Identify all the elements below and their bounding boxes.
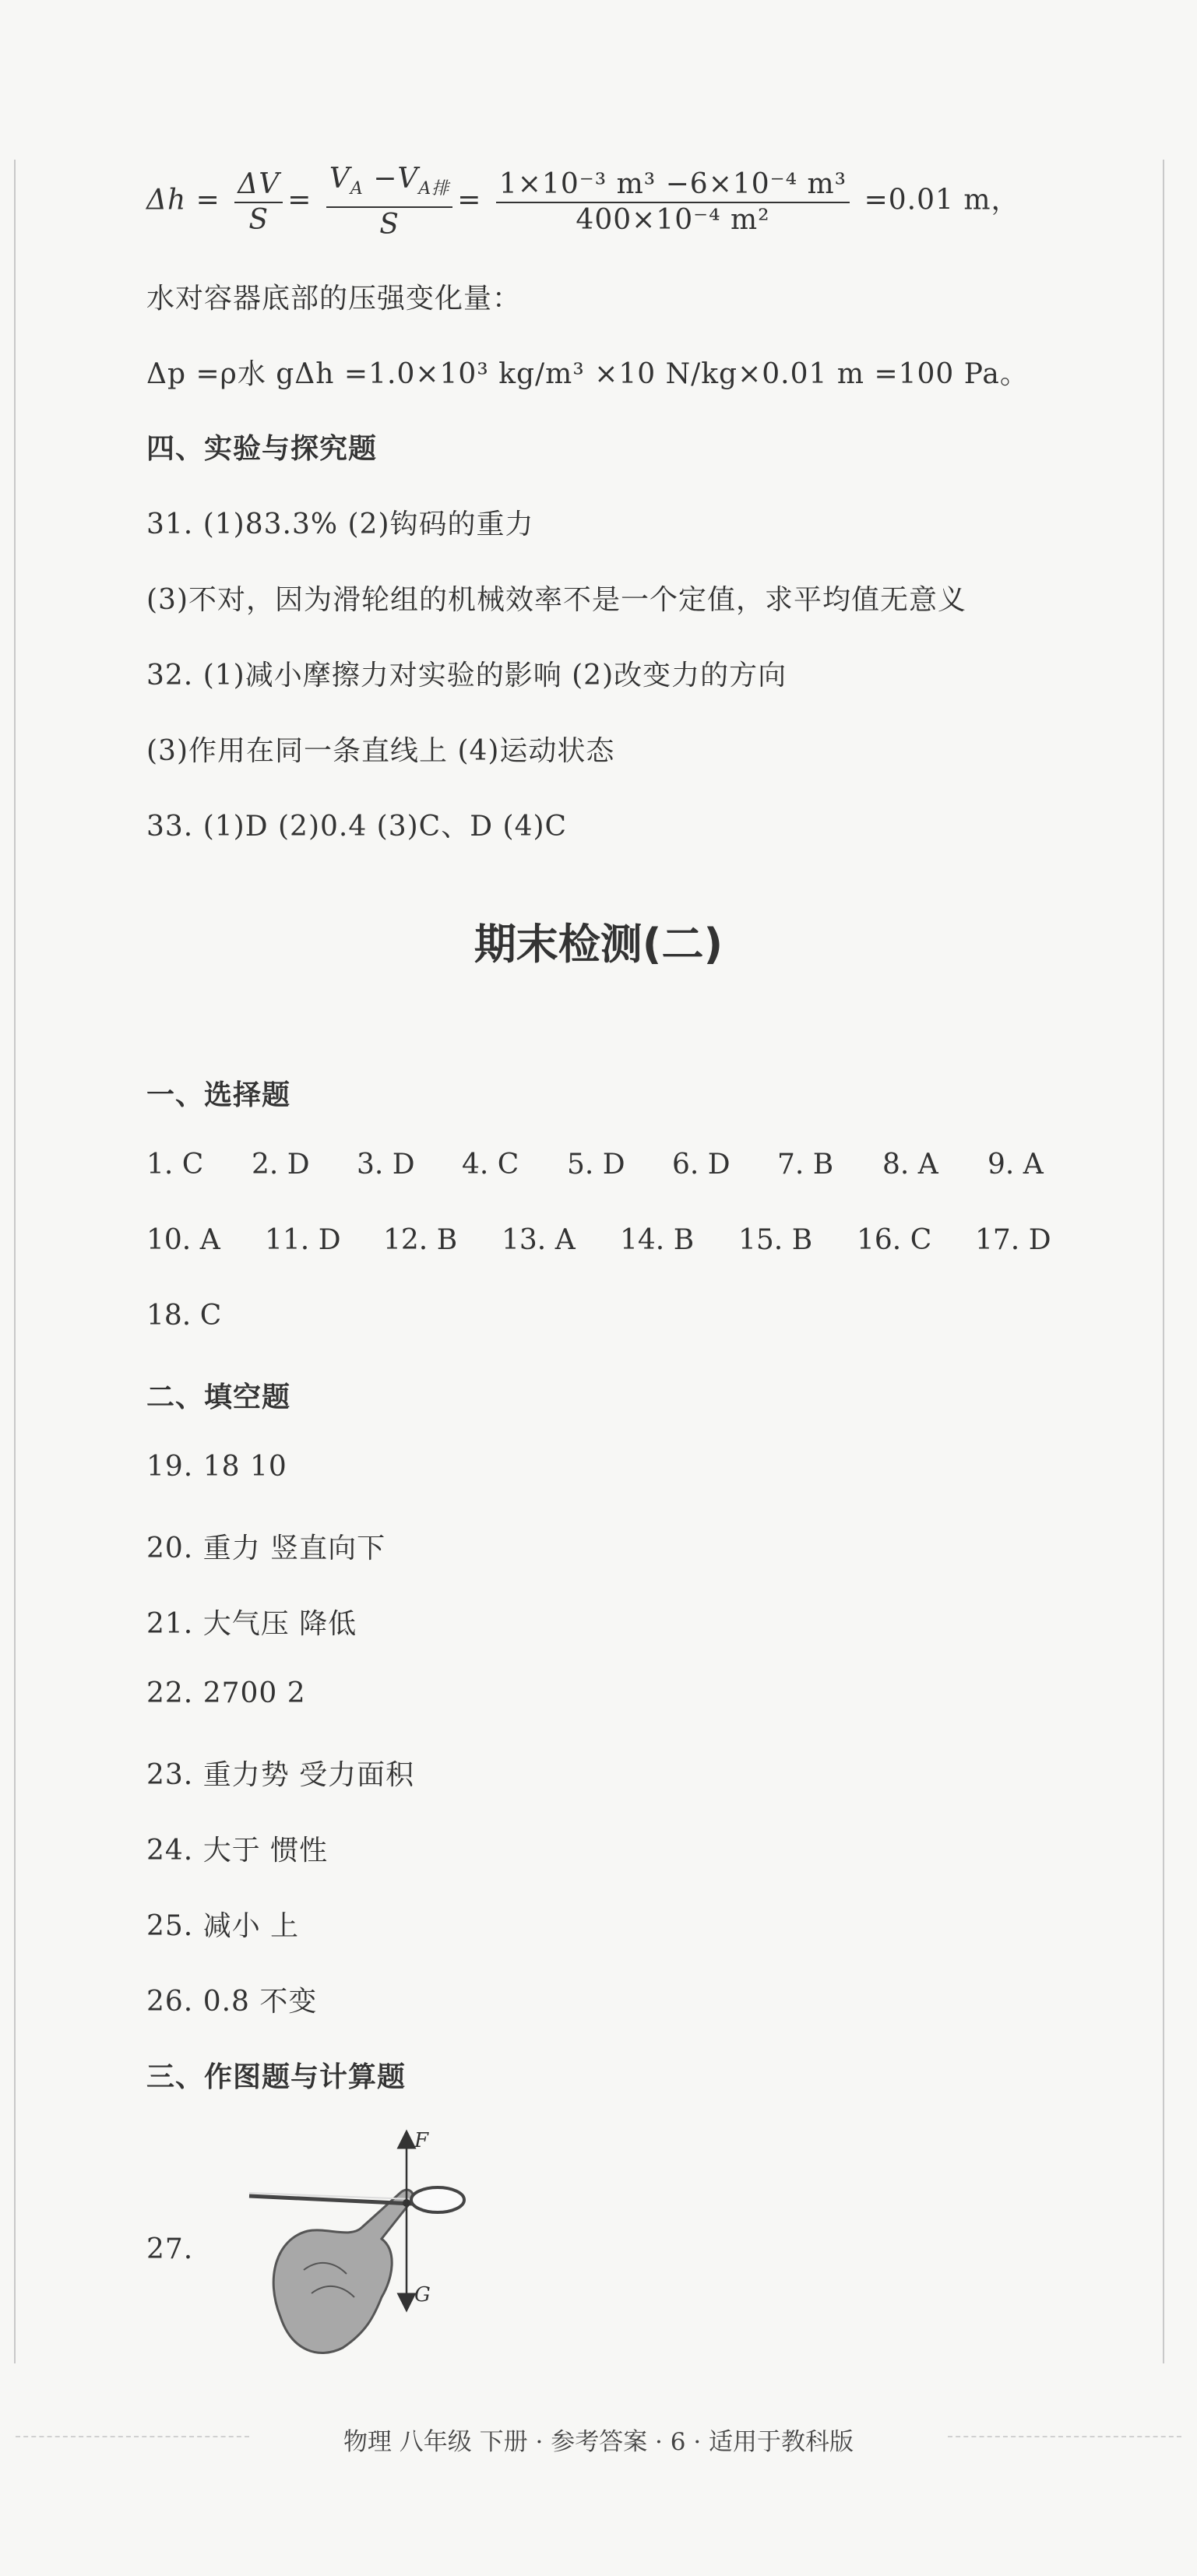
answer-line: 32. (1)减小摩擦力对实验的影响 (2)改变力的方向 bbox=[146, 660, 787, 692]
choice-answer: 2. D bbox=[252, 1149, 310, 1181]
choice-answer: 14. B bbox=[620, 1224, 695, 1256]
force-g-label: G bbox=[414, 2283, 431, 2307]
dh-lhs: Δh = bbox=[146, 184, 220, 216]
choice-answer: 8. A bbox=[882, 1149, 938, 1181]
section2-heading: 二、填空题 bbox=[146, 1381, 291, 1413]
fill-answer: 21. 大气压 降低 bbox=[146, 1608, 357, 1640]
choice-row-2 bbox=[146, 1224, 1068, 1256]
fill-answer: 19. 18 10 bbox=[146, 1451, 287, 1483]
choice-answer: 15. B bbox=[738, 1224, 813, 1256]
spoon-balance-diagram bbox=[234, 2122, 483, 2371]
choice-answer: 12. B bbox=[383, 1224, 458, 1256]
choice-answer: 11. D bbox=[265, 1224, 341, 1256]
choice-answer: 7. B bbox=[777, 1149, 834, 1181]
choice-answer: 6. D bbox=[672, 1149, 731, 1181]
right-margin-line bbox=[1163, 160, 1164, 2363]
spoon-handle bbox=[249, 2196, 413, 2204]
section1-heading: 一、选择题 bbox=[146, 1079, 291, 1111]
choice-row-1 bbox=[146, 1149, 1065, 1181]
answer-line: 33. (1)D (2)0.4 (3)C、D (4)C bbox=[146, 811, 568, 843]
pressure-label: 水对容器底部的压强变化量： bbox=[146, 283, 522, 315]
choice-answer: 17. D bbox=[975, 1224, 1051, 1256]
page-footer: 物理 八年级 下册 · 参考答案 · 6 · 适用于教科版 bbox=[343, 2428, 854, 2456]
choice-answer: 1. C bbox=[146, 1149, 204, 1181]
choice-answer: 16. C bbox=[857, 1224, 932, 1256]
fraction-dv-s: $\frac{\Delta V}{S}$ bbox=[234, 167, 283, 238]
answer-line: (3)作用在同一条直线上 (4)运动状态 bbox=[146, 735, 615, 767]
choice-answer: 4. C bbox=[462, 1149, 519, 1181]
fraction-numeric: $\frac{\text{1×10⁻³ m³ −6×10⁻⁴ m³}}{\text{400×10⁻⁴ m²}}$ bbox=[496, 167, 850, 238]
fill-answer: 22. 2700 2 bbox=[146, 1677, 306, 1709]
choice-answer: 3. D bbox=[357, 1149, 415, 1181]
choice-row-3 bbox=[146, 1300, 221, 1332]
answer-line: 31. (1)83.3% (2)钩码的重力 bbox=[146, 509, 534, 540]
section3-heading: 三、作图题与计算题 bbox=[146, 2061, 407, 2093]
choice-answer: 9. A bbox=[988, 1149, 1044, 1181]
q27-label: 27. bbox=[146, 2233, 194, 2265]
fill-answer: 24. 大于 惯性 bbox=[146, 1835, 329, 1867]
choice-answer: 10. A bbox=[146, 1224, 220, 1256]
left-margin-line bbox=[14, 160, 16, 2363]
section4-heading: 四、实验与探究题 bbox=[146, 433, 378, 465]
fill-answer: 25. 减小 上 bbox=[146, 1910, 300, 1942]
force-f-label: F bbox=[414, 2129, 429, 2152]
answer-line: (3)不对，因为滑轮组的机械效率不是一个定值，求平均值无意义 bbox=[146, 584, 966, 616]
pressure-equation: Δp =ρ水 gΔh =1.0×10³ kg/m³ ×10 N/kg×0.01 m =100 Pa。 bbox=[146, 358, 1029, 390]
delta-h-equation: Δh = $\frac{\Delta V}{S}$ = $\frac{V_A -V_{A排}}{S}$ = $\frac{\text{1×10⁻³ m³ −6×10⁻⁴ m³}}{\text{400×10⁻⁴ m²}}$ =0.01 m， bbox=[146, 163, 1020, 241]
fill-answer: 26. 0.8 不变 bbox=[146, 1986, 318, 2018]
choice-answer: 5. D bbox=[567, 1149, 625, 1181]
fill-answer: 23. 重力势 受力面积 bbox=[146, 1759, 415, 1791]
choice-answer: 18. C bbox=[146, 1300, 222, 1332]
choice-answer: 13. A bbox=[502, 1224, 576, 1256]
dh-result: =0.01 m， bbox=[864, 184, 1020, 216]
fraction-va-s: $\frac{V_A -V_{A排}}{S}$ bbox=[326, 162, 452, 242]
fill-answer: 20. 重力 竖直向下 bbox=[146, 1533, 386, 1564]
spoon-bowl bbox=[411, 2187, 464, 2212]
exam-title: 期末检测(二) bbox=[474, 920, 723, 969]
